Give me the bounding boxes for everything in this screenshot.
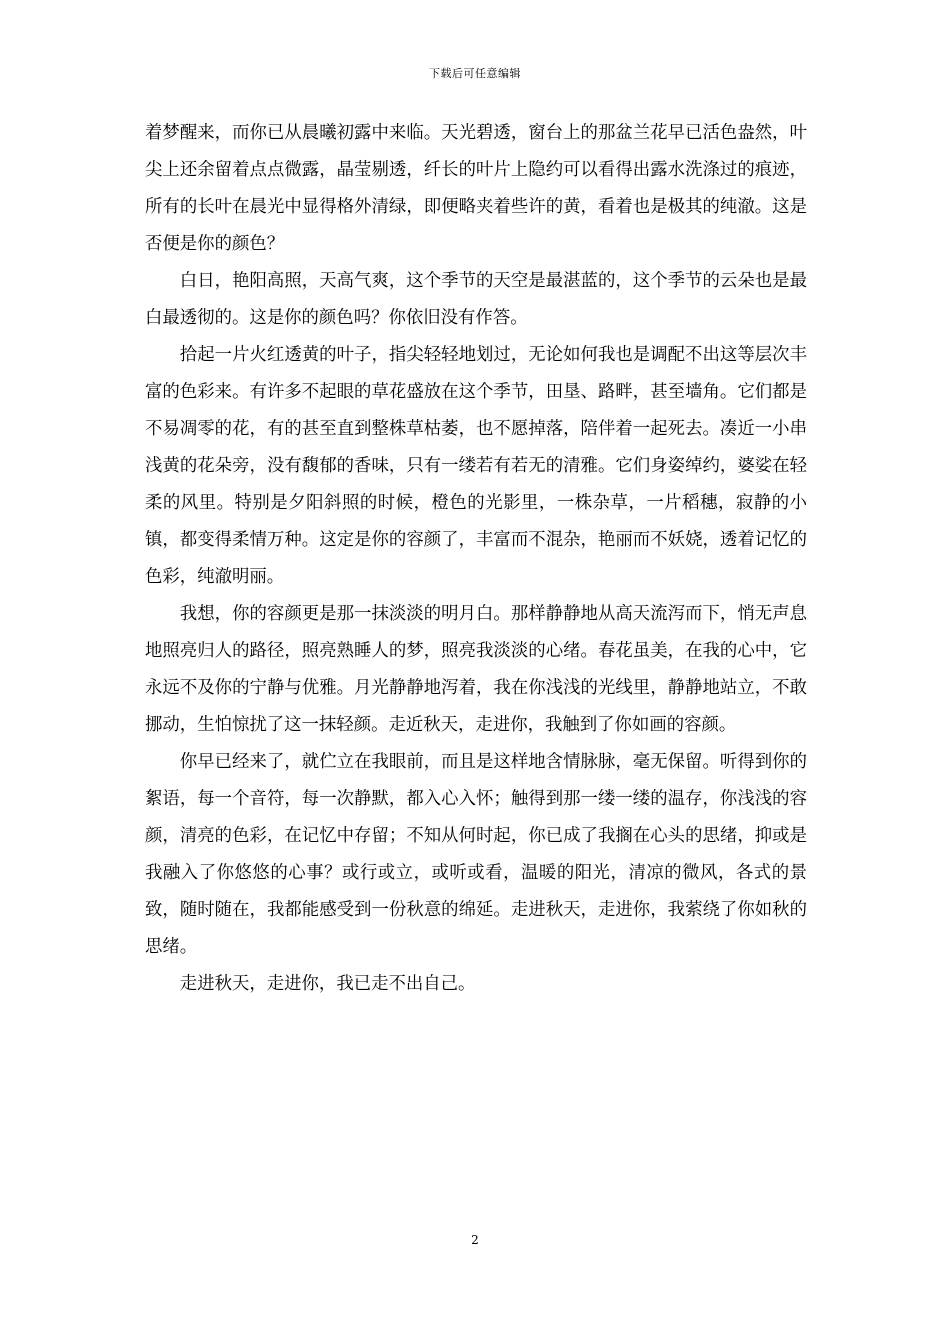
document-body bbox=[145, 115, 807, 1003]
page-header: 下载后可任意编辑 bbox=[429, 67, 521, 80]
paragraph-6: 走进秋天，走进你，我已走不出自己。 bbox=[179, 974, 476, 994]
paragraph-2: 白日，艳阳高照，天高气爽，这个季节的天空是最湛蓝的，这个季节的云朵也是最白最透彻的。这是你的颜色吗？你依旧没有作答。 bbox=[145, 271, 807, 328]
page-number: 2 bbox=[471, 1233, 479, 1247]
paragraph-4: 我想，你的容颜更是那一抹淡淡的明月白。那样静静地从高天流泻而下，悄无声息地照亮归人的路径，照亮熟睡人的梦，照亮我淡淡的心绪。春花虽美，在我的心中，它永远不及你的宁静与优雅。月光静静地泻着，我在你浅浅的光线里，静静地站立，不敢挪动，生怕惊扰了这一抹轻颜。走近秋天，走进你，我触到了你如画的容颜。 bbox=[145, 604, 807, 735]
paragraph-3: 拾起一片火红透黄的叶子，指尖轻轻地划过，无论如何我也是调配不出这等层次丰富的色彩来。有许多不起眼的草花盛放在这个季节，田垦、路畔，甚至墙角。它们都是不易凋零的花，有的甚至直到整株草枯萎，也不愿掉落，陪伴着一起死去。凑近一小串浅黄的花朵旁，没有馥郁的香味，只有一缕若有若无的清雅。它们身姿绰约，婆娑在轻柔的风里。特别是夕阳斜照的时候，橙色的光影里，一株杂草，一片稻穗，寂静的小镇，都变得柔情万种。这定是你的容颜了，丰富而不混杂，艳丽而不妖娆，透着记忆的色彩，纯澈明丽。 bbox=[145, 345, 807, 587]
paragraph-1: 着梦醒来，而你已从晨曦初露中来临。天光碧透，窗台上的那盆兰花早已活色盎然，叶尖上还余留着点点微露，晶莹剔透，纤长的叶片上隐约可以看得出露水洗涤过的痕迹，所有的长叶在晨光中显得格外清绿，即便略夹着些许的黄，看着也是极其的纯澈。这是否便是你的颜色？ bbox=[145, 123, 807, 254]
paragraph-5: 你早已经来了，就伫立在我眼前，而且是这样地含情脉脉，毫无保留。听得到你的絮语，每一个音符，每一次静默，都入心入怀；触得到那一缕一缕的温存，你浅浅的容颜，清亮的色彩，在记忆中存留；不知从何时起，你已成了我搁在心头的思绪，抑或是我融入了你悠悠的心事？或行或立，或听或看，温暖的阳光，清凉的微风，各式的景致，随时随在，我都能感受到一份秋意的绵延。走进秋天，走进你，我萦绕了你如秋的思绪。 bbox=[145, 752, 807, 957]
